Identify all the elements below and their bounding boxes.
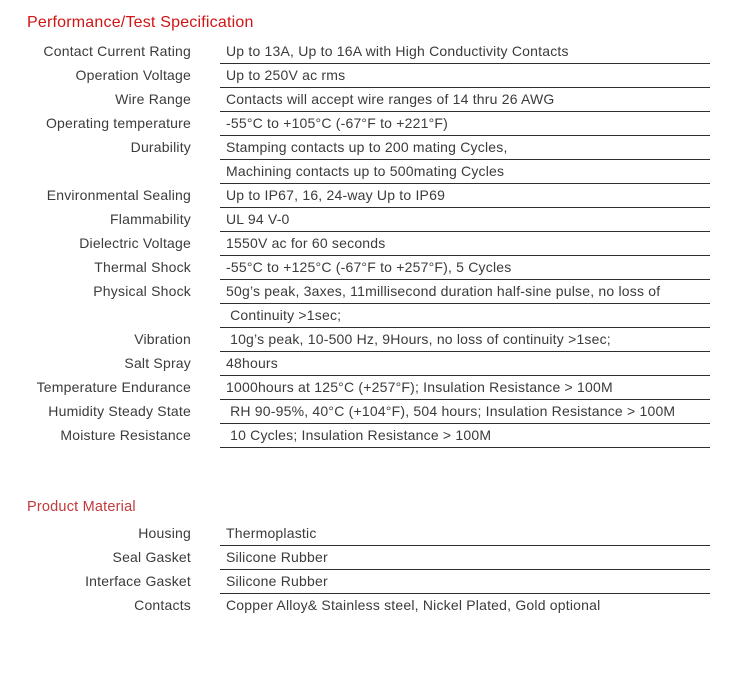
spec-row-label: Interface Gasket <box>85 573 191 589</box>
spec-row-value: 10g’s peak, 10-500 Hz, 9Hours, no loss of continuity >1sec; <box>220 331 710 352</box>
spec-row-value: UL 94 V-0 <box>220 211 710 232</box>
spec-row-label: Housing <box>138 525 191 541</box>
product-material-table <box>0 522 738 618</box>
spec-row-value: 50g’s peak, 3axes, 11millisecond duration half-sine pulse, no loss of <box>220 283 710 304</box>
spec-row-label: Flammability <box>110 211 191 227</box>
spec-row-value: -55°C to +125°C (-67°F to +257°F), 5 Cycles <box>220 259 710 280</box>
spec-row-label: Physical Shock <box>93 283 191 299</box>
spec-row-value: Silicone Rubber <box>220 573 710 594</box>
spec-row-value: RH 90-95%, 40°C (+104°F), 504 hours; Insulation Resistance > 100M <box>220 403 710 424</box>
spec-row-value: Continuity >1sec; <box>220 307 710 328</box>
spec-row-label: Operating temperature <box>45 115 191 131</box>
spec-row-value: Up to 13A, Up to 16A with High Conductivity Contacts <box>220 43 710 64</box>
spec-row <box>0 376 738 400</box>
spec-row <box>0 328 738 352</box>
spec-row-label: Dielectric Voltage <box>79 235 191 251</box>
spec-row-value: Silicone Rubber <box>220 549 710 570</box>
spec-row-label: Contact Current Rating <box>43 43 191 59</box>
spec-row-value: 1000hours at 125°C (+257°F); Insulation Resistance > 100M <box>220 379 710 400</box>
spec-row <box>0 184 738 208</box>
spec-row <box>0 208 738 232</box>
spec-row <box>0 400 738 424</box>
spec-row <box>0 112 738 136</box>
spec-row <box>0 88 738 112</box>
spec-row-value: Up to IP67, 16, 24-way Up to IP69 <box>220 187 710 208</box>
performance-spec-table <box>0 40 738 448</box>
spec-row <box>0 424 738 448</box>
spec-row-label: Contacts <box>134 597 191 613</box>
spec-row <box>0 232 738 256</box>
spec-row <box>0 64 738 88</box>
spec-row-value: 48hours <box>220 355 710 376</box>
spec-row <box>0 594 738 618</box>
spec-row <box>0 304 738 328</box>
spec-row-value: Thermoplastic <box>220 525 710 546</box>
spec-row-value: Up to 250V ac rms <box>220 67 710 88</box>
spec-row-label: Vibration <box>134 331 191 347</box>
spec-row-label: Temperature Endurance <box>36 379 191 395</box>
spec-row-value: 10 Cycles; Insulation Resistance > 100M <box>220 427 710 448</box>
spec-row-label: Environmental Sealing <box>46 187 191 203</box>
spec-row <box>0 352 738 376</box>
spec-row <box>0 546 738 570</box>
spec-row <box>0 160 738 184</box>
spec-row-label: Wire Range <box>115 91 191 107</box>
spec-row-value: 1550V ac for 60 seconds <box>220 235 710 256</box>
spec-row-label: Seal Gasket <box>112 549 191 565</box>
spec-row-value: Copper Alloy& Stainless steel, Nickel Plated, Gold optional <box>226 597 601 613</box>
spec-row-label: Operation Voltage <box>75 67 191 83</box>
spec-row-label: Humidity Steady State <box>48 403 191 419</box>
spec-row-label <box>0 323 191 328</box>
spec-row <box>0 570 738 594</box>
spec-row-label: Salt Spray <box>124 355 191 371</box>
spec-row-value: -55°C to +105°C (-67°F to +221°F) <box>220 115 710 136</box>
spec-row-label: Durability <box>130 139 191 155</box>
spec-row <box>0 280 738 304</box>
spec-row-label: Thermal Shock <box>94 259 191 275</box>
spec-row <box>0 522 738 546</box>
spec-row-label <box>0 179 191 184</box>
spec-row-value: Stamping contacts up to 200 mating Cycles, <box>220 139 710 160</box>
performance-section-title: Performance/Test Specification <box>27 14 254 31</box>
spec-row <box>0 40 738 64</box>
spec-row-label: Moisture Resistance <box>60 427 191 443</box>
spec-row-value: Machining contacts up to 500mating Cycles <box>220 163 710 184</box>
spec-row-value: Contacts will accept wire ranges of 14 thru 26 AWG <box>220 91 710 112</box>
product-material-section-title: Product Material <box>27 499 136 515</box>
spec-row <box>0 256 738 280</box>
spec-row <box>0 136 738 160</box>
